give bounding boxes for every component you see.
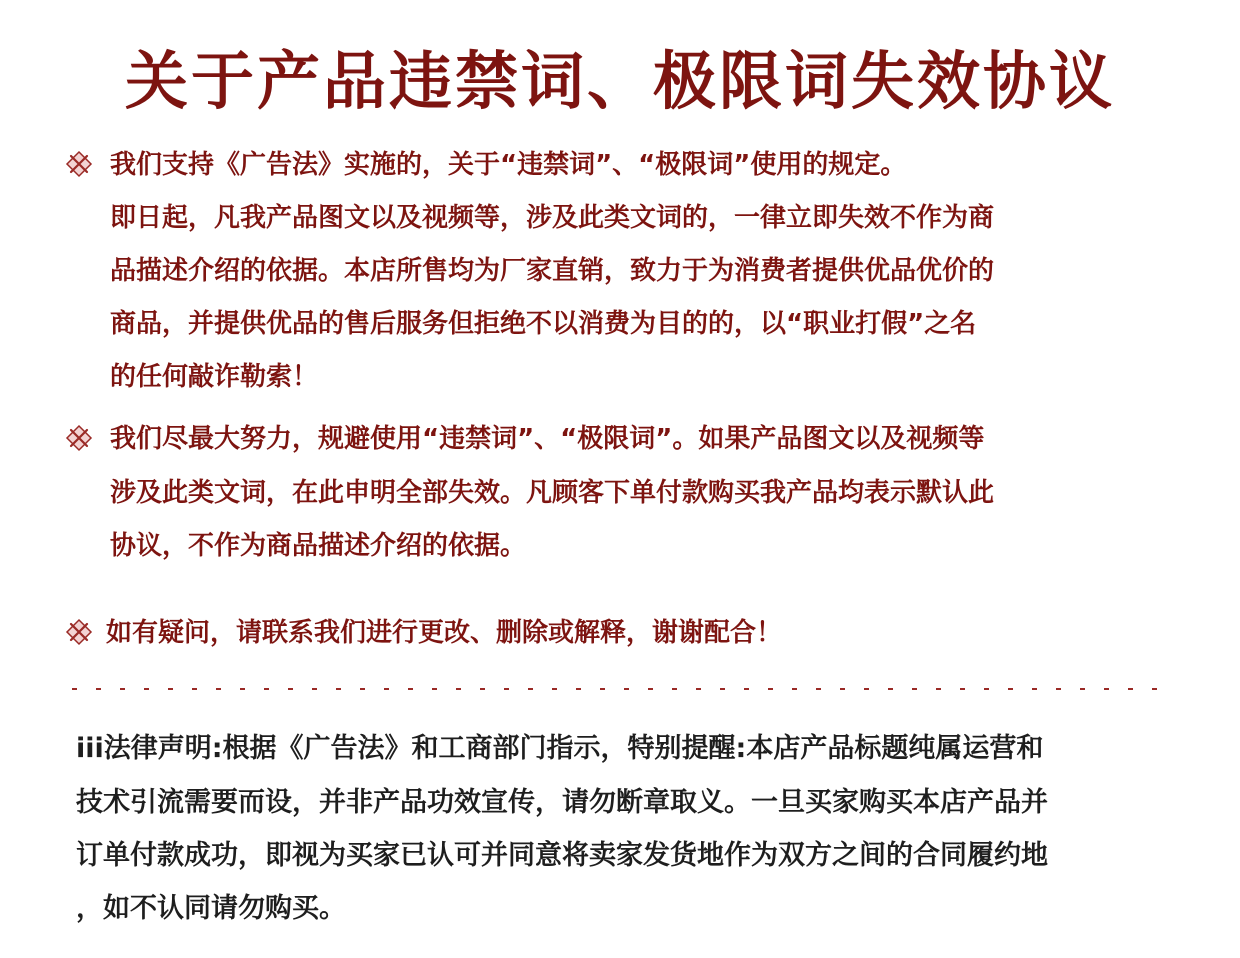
section-2-line-1: 我们尽最大努力，规避使用“违禁词”、“极限词”。如果产品图文以及视频等 xyxy=(110,424,985,454)
page-title: 关于产品违禁词、极限词失效协议 xyxy=(125,45,1115,118)
x-diamond-icon xyxy=(64,423,94,453)
dotted-divider xyxy=(72,687,1162,691)
section-1-line-3: 品描述介绍的依据。本店所售均为厂家直销，致力于为消费者提供优品优价的 xyxy=(110,256,995,286)
x-diamond-icon xyxy=(64,149,94,179)
legal-line-1: iii法律声明:根据《广告法》和工商部门指示，特别提醒:本店产品标题纯属运营和 xyxy=(76,733,1044,764)
legal-line-4: ，如不认同请勿购买。 xyxy=(76,893,346,924)
section-3-line-1: 如有疑问，请联系我们进行更改、删除或解释，谢谢配合！ xyxy=(106,618,783,648)
section-1-line-1: 我们支持《广告法》实施的，关于“违禁词”、“极限词”使用的规定。 xyxy=(110,150,907,180)
section-1-line-2: 即日起，凡我产品图文以及视频等，涉及此类文词的，一律立即失效不作为商 xyxy=(110,203,995,233)
legal-line-3: 订单付款成功，即视为买家已认可并同意将卖家发货地作为双方之间的合同履约地 xyxy=(76,840,1048,871)
section-2-line-3: 协议，不作为商品描述介绍的依据。 xyxy=(110,531,527,561)
x-diamond-icon xyxy=(64,617,94,647)
section-2-line-2: 涉及此类文词，在此申明全部失效。凡顾客下单付款购买我产品均表示默认此 xyxy=(110,478,995,508)
legal-line-2: 技术引流需要而设，并非产品功效宣传，请勿断章取义。一旦买家购买本店产品并 xyxy=(76,787,1048,818)
section-1-line-4: 商品，并提供优品的售后服务但拒绝不以消费为目的的，以“职业打假”之名 xyxy=(110,309,977,339)
section-1-line-5: 的任何敲诈勒索！ xyxy=(110,362,319,392)
